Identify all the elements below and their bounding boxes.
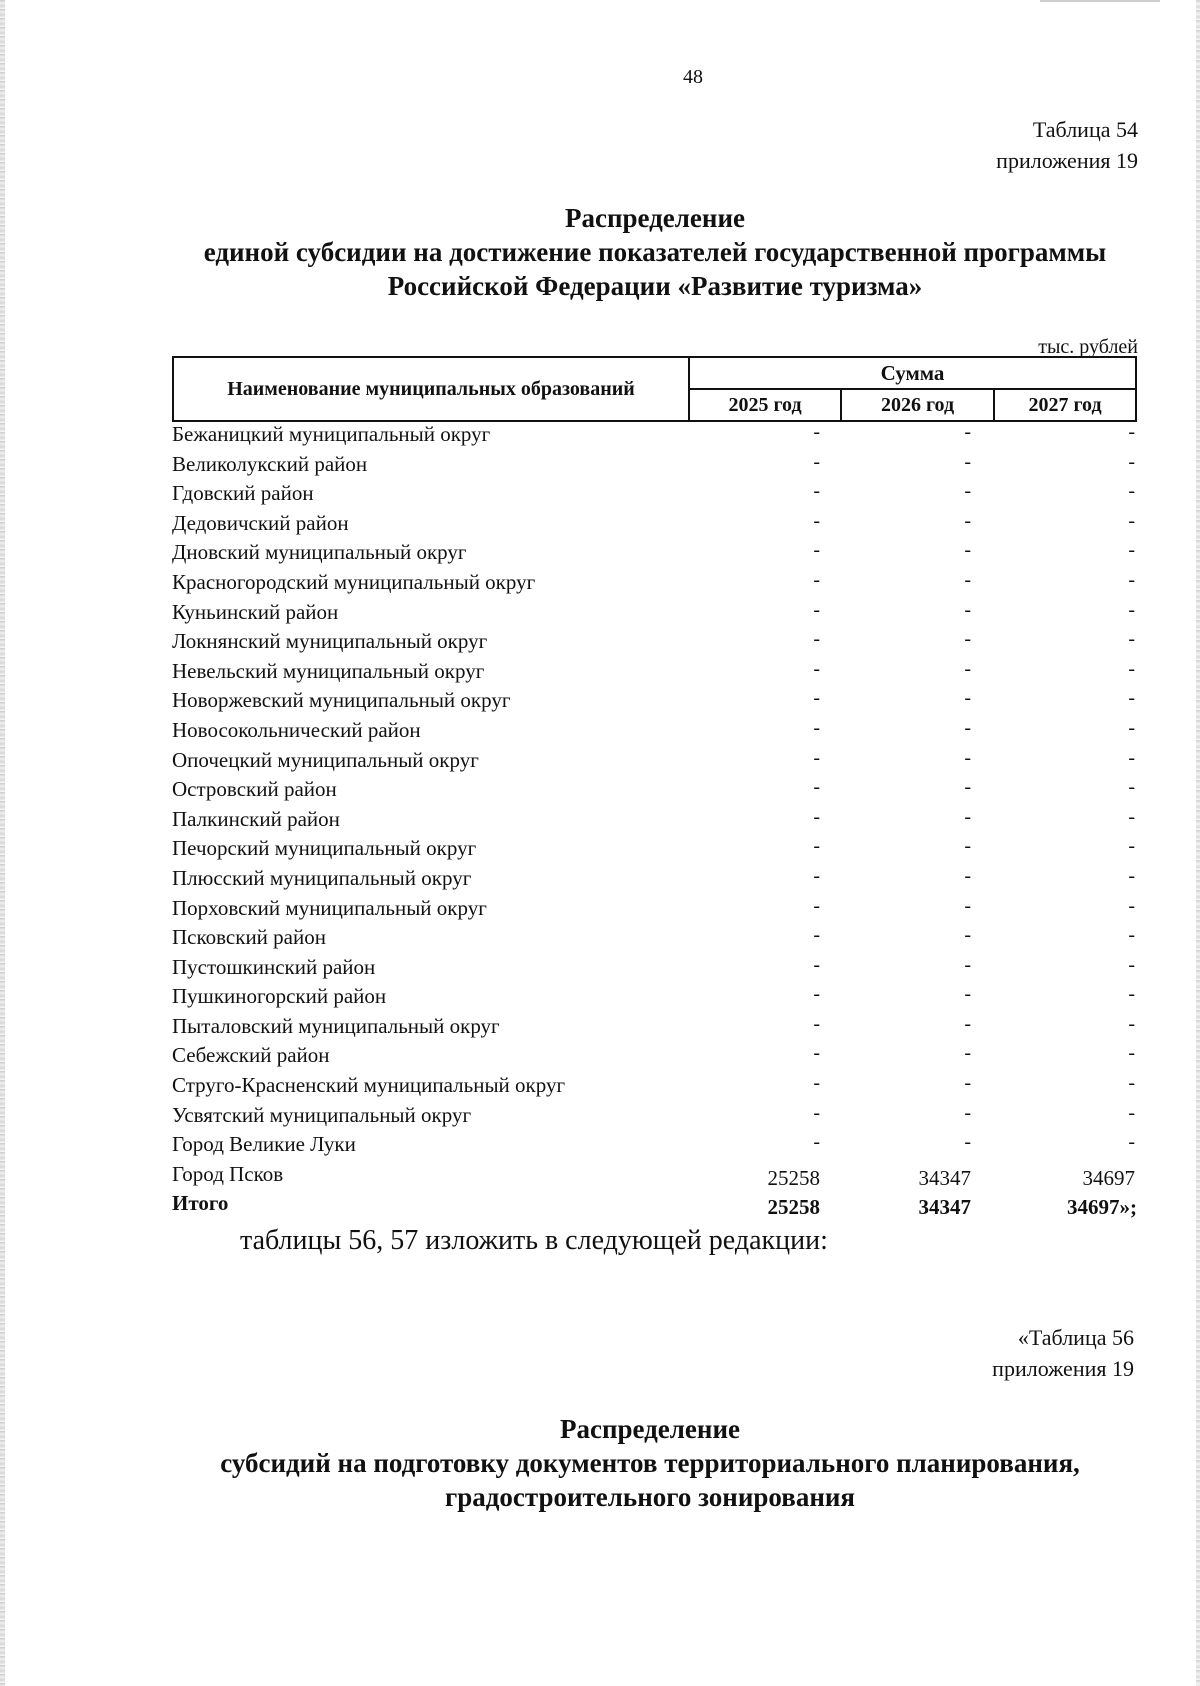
row-value-2026: - bbox=[964, 421, 971, 443]
row-value-2026: - bbox=[964, 776, 971, 799]
row-value-2025: - bbox=[813, 894, 820, 917]
table-row bbox=[172, 1071, 1137, 1101]
table-row bbox=[172, 479, 1137, 509]
row-value-2026: - bbox=[964, 1131, 971, 1154]
total-value-2025: 25258 bbox=[767, 1195, 820, 1220]
table-row bbox=[172, 538, 1137, 568]
row-value-2027: 34697 bbox=[1082, 1165, 1135, 1190]
row-name: Куньинский район bbox=[172, 599, 339, 624]
row-value-2025: - bbox=[813, 805, 820, 828]
row-name: Красногородский муниципальный округ bbox=[172, 569, 536, 594]
row-value-2026: 34347 bbox=[918, 1165, 971, 1190]
row-name: Пыталовский муниципальный округ bbox=[172, 1013, 500, 1038]
row-value-2026: - bbox=[964, 509, 971, 532]
row-value-2025: - bbox=[813, 1042, 820, 1065]
header-municipality-name: Наименование муниципальных образований bbox=[174, 358, 690, 420]
table-row bbox=[172, 834, 1137, 864]
row-value-2027: - bbox=[1128, 480, 1135, 503]
table-54-title-line2: единой субсидии на достижение показателей государственной программы bbox=[203, 237, 1107, 267]
table-56-label: «Таблица 56 bbox=[1017, 1325, 1134, 1350]
row-value-2026: - bbox=[964, 628, 971, 651]
row-value-2026: - bbox=[964, 687, 971, 710]
row-value-2027: - bbox=[1128, 716, 1135, 739]
table-row bbox=[172, 953, 1137, 983]
row-value-2027: - bbox=[1128, 450, 1135, 473]
scan-edge-right bbox=[1196, 0, 1200, 1686]
table-56-title-line3: градостроительного зонирования bbox=[444, 1482, 856, 1512]
table-row bbox=[172, 864, 1137, 894]
scan-edge-left bbox=[0, 0, 5, 1686]
row-value-2027: - bbox=[1128, 953, 1135, 976]
row-value-2026: - bbox=[964, 983, 971, 1006]
row-name: Опочецкий муниципальный округ bbox=[172, 747, 479, 772]
row-name: Порховский муниципальный округ bbox=[172, 895, 487, 920]
row-value-2026: - bbox=[964, 1101, 971, 1124]
row-value-2027: - bbox=[1128, 983, 1135, 1006]
row-value-2025: 25258 bbox=[767, 1165, 820, 1190]
table-row bbox=[172, 775, 1137, 805]
table-row bbox=[172, 1130, 1137, 1160]
row-name: Новоржевский муниципальный округ bbox=[172, 688, 511, 713]
row-name: Пустошкинский район bbox=[172, 954, 376, 979]
table-row bbox=[172, 716, 1137, 746]
table-54-title bbox=[130, 201, 1180, 303]
row-name: Себежский район bbox=[172, 1043, 330, 1068]
row-value-2025: - bbox=[813, 716, 820, 739]
row-value-2026: - bbox=[964, 716, 971, 739]
row-name: Псковский район bbox=[172, 925, 326, 950]
table-56-title bbox=[130, 1412, 1170, 1514]
table-row bbox=[172, 509, 1137, 539]
row-value-2027: - bbox=[1128, 1042, 1135, 1065]
row-name: Печорский муниципальный округ bbox=[172, 836, 477, 861]
row-name: Новосокольнический район bbox=[172, 717, 421, 742]
row-value-2026: - bbox=[964, 953, 971, 976]
row-value-2025: - bbox=[813, 1072, 820, 1095]
row-value-2026: - bbox=[964, 835, 971, 858]
total-value-2027: 34697»; bbox=[1067, 1195, 1137, 1220]
row-name: Струго-Красненский муниципальный округ bbox=[172, 1073, 566, 1098]
row-name: Бежаницкий муниципальный округ bbox=[172, 422, 491, 446]
amendment-note: таблицы 56, 57 изложить в следующей редакции: bbox=[240, 1225, 828, 1256]
row-value-2027: - bbox=[1128, 924, 1135, 947]
row-value-2025: - bbox=[813, 1101, 820, 1124]
header-sum: Сумма bbox=[690, 358, 1135, 390]
row-name: Невельский муниципальный округ bbox=[172, 658, 485, 683]
table-header bbox=[172, 356, 1137, 422]
row-value-2026: - bbox=[964, 450, 971, 473]
header-year-2025: 2025 год bbox=[690, 390, 842, 420]
row-value-2025: - bbox=[813, 421, 820, 443]
row-value-2027: - bbox=[1128, 1072, 1135, 1095]
table-row bbox=[172, 923, 1137, 953]
table-row bbox=[172, 627, 1137, 657]
header-year-2027: 2027 год bbox=[1028, 393, 1102, 416]
row-value-2025: - bbox=[813, 1012, 820, 1035]
row-value-2026: - bbox=[964, 539, 971, 562]
row-name: Палкинский район bbox=[172, 806, 340, 831]
table-56-title-line2: субсидий на подготовку документов территориального планирования, bbox=[220, 1448, 1080, 1478]
row-value-2025: - bbox=[813, 480, 820, 503]
row-value-2026: - bbox=[964, 598, 971, 621]
table-row bbox=[172, 568, 1137, 598]
row-name: Пушкиногорский район bbox=[172, 984, 387, 1009]
row-value-2027: - bbox=[1128, 628, 1135, 651]
table-row bbox=[172, 1101, 1137, 1131]
row-name: Островский район bbox=[172, 777, 337, 802]
table-total-row bbox=[172, 1189, 1137, 1219]
row-value-2026: - bbox=[964, 568, 971, 591]
row-value-2026: - bbox=[964, 1042, 971, 1065]
units-label: тыс. рублей bbox=[1038, 336, 1138, 358]
row-value-2027: - bbox=[1128, 687, 1135, 710]
row-value-2025: - bbox=[813, 835, 820, 858]
row-name: Город Великие Луки bbox=[172, 1132, 356, 1157]
row-value-2027: - bbox=[1128, 805, 1135, 828]
row-value-2026: - bbox=[964, 657, 971, 680]
row-value-2027: - bbox=[1128, 835, 1135, 858]
row-value-2026: - bbox=[964, 805, 971, 828]
table-54-title-line1: Распределение bbox=[564, 203, 746, 233]
row-value-2025: - bbox=[813, 568, 820, 591]
row-value-2027: - bbox=[1128, 1101, 1135, 1124]
page-number: 48 bbox=[683, 66, 703, 88]
row-value-2027: - bbox=[1128, 421, 1135, 443]
row-name: Великолукский район bbox=[172, 451, 368, 476]
table-row bbox=[172, 657, 1137, 687]
row-name: Гдовский район bbox=[172, 481, 314, 506]
row-name: Дедовичский район bbox=[172, 510, 349, 535]
row-value-2025: - bbox=[813, 953, 820, 976]
row-value-2026: - bbox=[964, 746, 971, 769]
table-row bbox=[172, 1160, 1137, 1190]
row-name: Плюсский муниципальный округ bbox=[172, 865, 472, 890]
row-value-2027: - bbox=[1128, 894, 1135, 917]
row-value-2026: - bbox=[964, 1012, 971, 1035]
row-value-2025: - bbox=[813, 746, 820, 769]
total-value-2026: 34347 bbox=[918, 1195, 971, 1220]
table-body bbox=[172, 420, 1137, 1219]
row-name: Город Псков bbox=[172, 1161, 284, 1186]
row-value-2027: - bbox=[1128, 1131, 1135, 1154]
row-value-2026: - bbox=[964, 480, 971, 503]
table-row bbox=[172, 420, 1137, 450]
table-row bbox=[172, 894, 1137, 924]
table-row bbox=[172, 805, 1137, 835]
table-54-title-line3: Российской Федерации «Развитие туризма» bbox=[387, 271, 923, 301]
row-value-2025: - bbox=[813, 687, 820, 710]
row-value-2025: - bbox=[813, 598, 820, 621]
row-value-2027: - bbox=[1128, 568, 1135, 591]
row-value-2027: - bbox=[1128, 746, 1135, 769]
row-value-2027: - bbox=[1128, 509, 1135, 532]
row-value-2025: - bbox=[813, 983, 820, 1006]
table-56-title-line1: Распределение bbox=[559, 1414, 741, 1444]
scan-edge-top bbox=[1040, 0, 1160, 2]
table-56-appendix: приложения 19 bbox=[992, 1356, 1134, 1381]
row-value-2027: - bbox=[1128, 539, 1135, 562]
table-54-reference bbox=[996, 114, 1138, 176]
row-value-2025: - bbox=[813, 509, 820, 532]
table-54-appendix: приложения 19 bbox=[996, 148, 1138, 173]
table-row bbox=[172, 1041, 1137, 1071]
row-value-2025: - bbox=[813, 539, 820, 562]
row-name: Усвятский муниципальный округ bbox=[172, 1102, 472, 1127]
row-value-2025: - bbox=[813, 924, 820, 947]
row-value-2025: - bbox=[813, 1131, 820, 1154]
table-row bbox=[172, 686, 1137, 716]
table-54-label: Таблица 54 bbox=[1032, 117, 1138, 142]
row-name: Дновский муниципальный округ bbox=[172, 540, 467, 565]
row-value-2025: - bbox=[813, 657, 820, 680]
row-value-2027: - bbox=[1128, 657, 1135, 680]
row-value-2025: - bbox=[813, 864, 820, 887]
row-value-2025: - bbox=[813, 450, 820, 473]
row-value-2026: - bbox=[964, 894, 971, 917]
row-value-2027: - bbox=[1128, 1012, 1135, 1035]
table-row bbox=[172, 1012, 1137, 1042]
table-row bbox=[172, 746, 1137, 776]
row-value-2027: - bbox=[1128, 864, 1135, 887]
row-value-2027: - bbox=[1128, 598, 1135, 621]
row-value-2026: - bbox=[964, 924, 971, 947]
row-value-2026: - bbox=[964, 1072, 971, 1095]
row-value-2025: - bbox=[813, 628, 820, 651]
row-name: Локнянский муниципальный округ bbox=[172, 629, 488, 654]
row-value-2026: - bbox=[964, 864, 971, 887]
row-value-2025: - bbox=[813, 776, 820, 799]
header-year-2026: 2026 год bbox=[842, 390, 995, 420]
total-label: Итого bbox=[172, 1191, 229, 1216]
table-row bbox=[172, 982, 1137, 1012]
table-row bbox=[172, 598, 1137, 628]
table-row bbox=[172, 450, 1137, 480]
table-56-reference bbox=[992, 1322, 1134, 1384]
row-value-2027: - bbox=[1128, 776, 1135, 799]
